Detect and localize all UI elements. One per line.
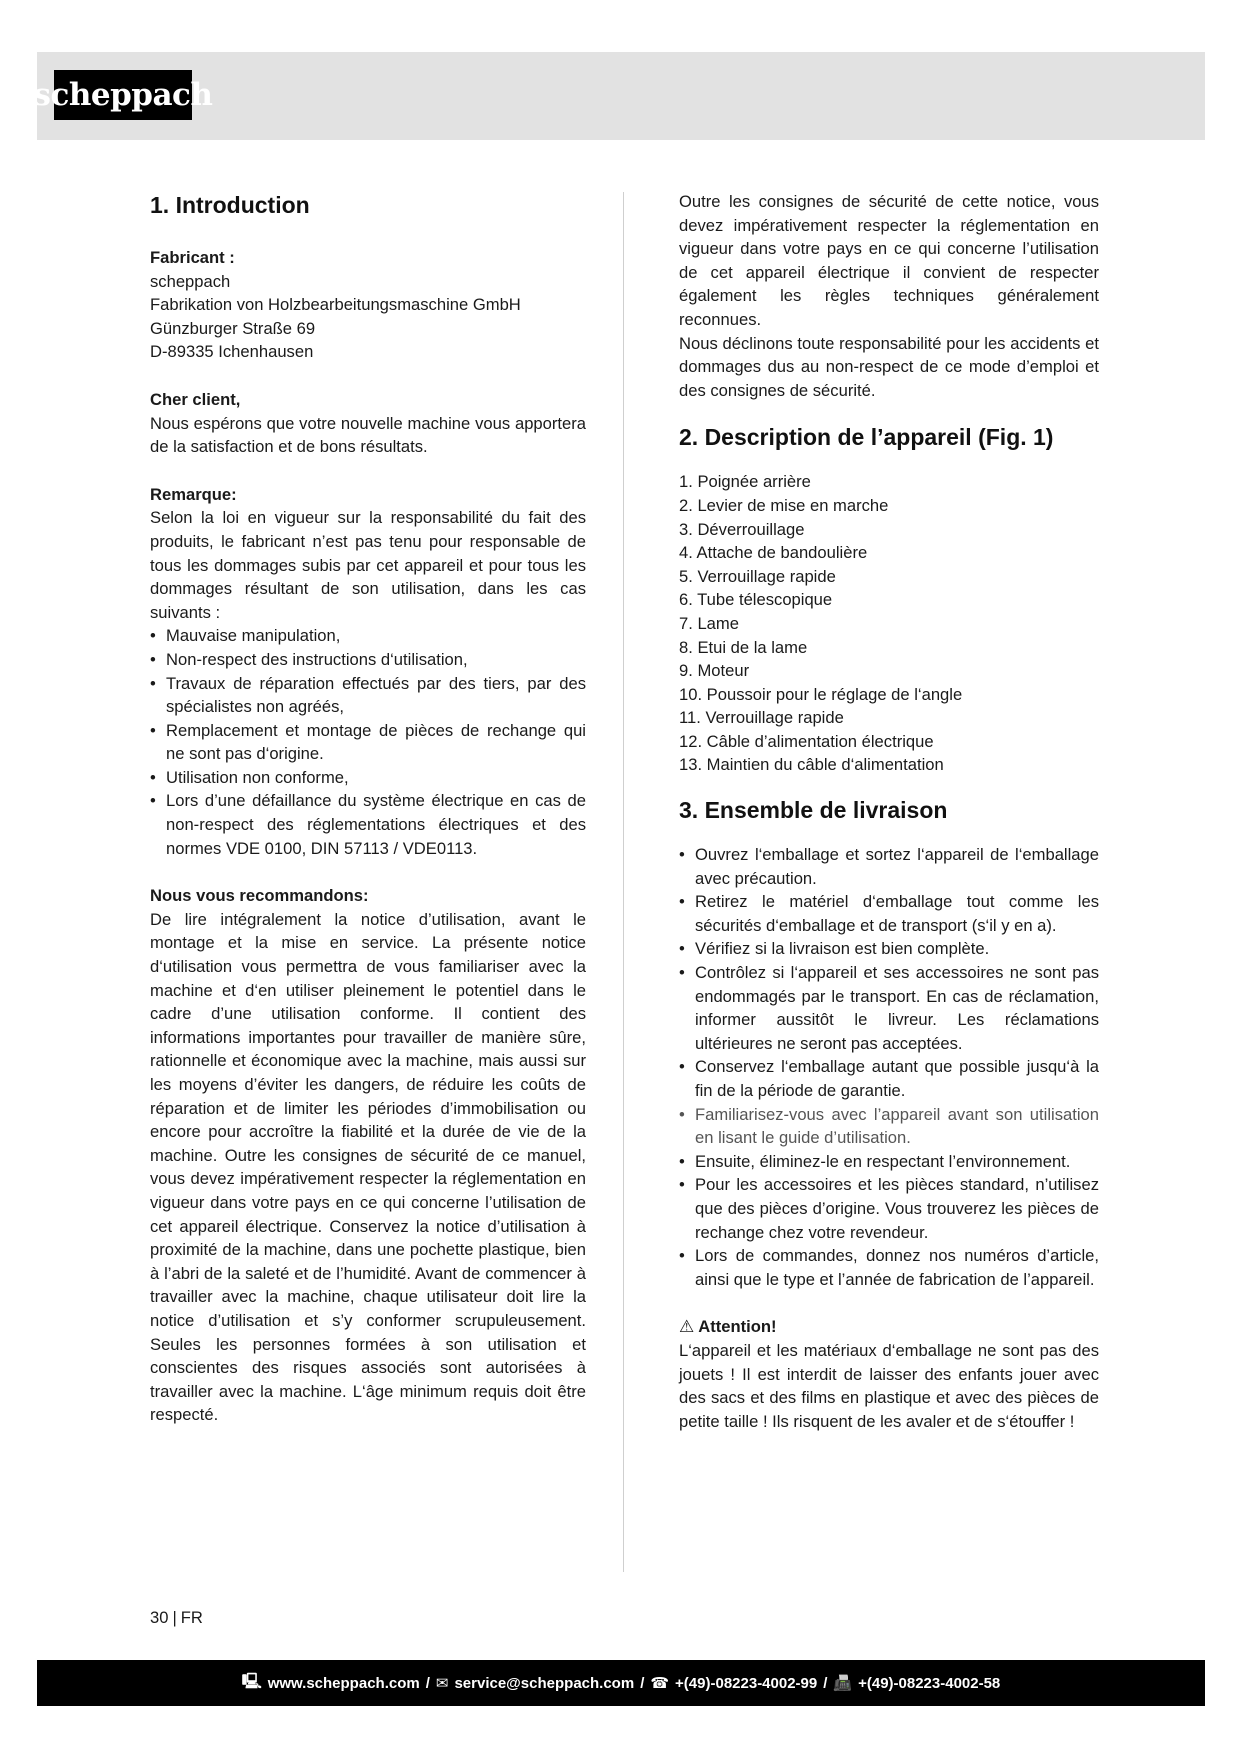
separator: /	[425, 1674, 430, 1692]
list-item: • Travaux de réparation effectués par des tiers, par des spécialistes non agréés,	[150, 672, 586, 719]
list-item: • Conservez l‘emballage autant que possible jusqu‘à la fin de la période de garantie.	[679, 1055, 1099, 1102]
address-line: D-89335 Ichenhausen	[150, 342, 314, 362]
page-number: 30 | FR	[150, 1608, 203, 1627]
attention-text: L‘appareil et les matériaux d‘emballage ne sont pas des jouets ! Il est interdit de laisser des enfants jouer avec des sacs et des films en plastique et avec des pièces de petite taille ! Ils risquent de les avaler et de s‘étouffer !	[679, 1340, 1099, 1431]
separator: /	[823, 1674, 828, 1692]
list-item: • Mauvaise manipulation,	[150, 624, 586, 648]
client-text: Nous espérons que votre nouvelle machine vous apportera de la satisfaction et de bons résultats.	[150, 413, 586, 457]
footer-contact-bar	[37, 1660, 1205, 1706]
warning-icon: ⚠	[679, 1317, 695, 1337]
website-link[interactable]: www.scheppach.com	[267, 1674, 420, 1692]
recommand-label: Nous vous recommandons:	[150, 886, 369, 906]
list-item: • Remplacement et montage de pièces de rechange qui ne sont pas d‘origine.	[150, 719, 586, 766]
client-label: Cher client,	[150, 389, 241, 409]
scheppach-logo: scheppach	[54, 70, 192, 120]
parts-item: 13. Maintien du câble d‘alimentation	[679, 755, 944, 775]
list-item: • Ouvrez l‘emballage et sortez l‘appareil de l‘emballage avec précaution.	[679, 843, 1099, 890]
phone-icon: ☎	[650, 1675, 670, 1692]
parts-item: 3. Déverrouillage	[679, 519, 805, 539]
list-item: • Vérifiez si la livraison est bien complète.	[679, 937, 1099, 961]
parts-item: 10. Poussoir pour le réglage de l‘angle	[679, 684, 963, 704]
remarque-label: Remarque:	[150, 484, 237, 504]
separator: /	[640, 1674, 645, 1692]
parts-item: 7. Lame	[679, 613, 739, 633]
intro-disclaimer: Nous déclinons toute responsabilité pour les accidents et dommages dus au non-respect de ce mode d’emploi et des consignes de sécurité.	[679, 333, 1099, 400]
livraison-list	[679, 843, 1099, 1291]
parts-item: 8. Etui de la lame	[679, 637, 808, 657]
parts-item: 1. Poignée arrière	[679, 472, 811, 492]
intro-continuation: Outre les consignes de sécurité de cette notice, vous devez impérativement respecter la réglementation en vigueur dans votre pays en ce qui concerne l’utilisation de cet appareil électrique il convient de respecter également les règles techniques généralement reconnues.	[679, 192, 1099, 329]
parts-item: 9. Moteur	[679, 661, 750, 681]
phone-number: +(49)-08223-4002-99	[675, 1674, 818, 1692]
fabricant-address	[150, 270, 586, 364]
list-item: • Non-respect des instructions d‘utilisation,	[150, 648, 586, 672]
computer-icon: 🖳	[241, 1672, 262, 1690]
list-item: • Familiarisez-vous avec l’appareil avant son utilisation en lisant le guide d’utilisation.	[679, 1103, 1099, 1150]
parts-item: 11. Verrouillage rapide	[679, 708, 844, 728]
column-divider	[623, 192, 624, 1572]
remarque-list	[150, 624, 586, 860]
parts-item: 12. Câble d’alimentation électrique	[679, 731, 934, 751]
left-column	[150, 190, 586, 1427]
attention-label: Attention!	[698, 1317, 777, 1337]
list-item: • Ensuite, éliminez-le en respectant l’environnement.	[679, 1150, 1099, 1174]
list-item: • Lors de commandes, donnez nos numéros d’article, ainsi que le type et l’année de fabrication de l’appareil.	[679, 1244, 1099, 1291]
right-column	[679, 190, 1099, 1433]
mail-icon: ✉	[435, 1675, 449, 1692]
list-item: • Lors d’une défaillance du système électrique en cas de non-respect des réglementations électriques et des normes VDE 0100, DIN 57113 / VDE0113.	[150, 789, 586, 860]
list-item: • Utilisation non conforme,	[150, 766, 586, 790]
email-link[interactable]: service@scheppach.com	[454, 1674, 635, 1692]
page-number-value: 30	[150, 1608, 169, 1627]
list-item: • Retirez le matériel d‘emballage tout comme les sécurités d‘emballage et de transport (s‘il y en a).	[679, 890, 1099, 937]
address-line: scheppach	[150, 271, 231, 291]
parts-item: 4. Attache de bandoulière	[679, 543, 868, 563]
list-item: • Pour les accessoires et les pièces standard, n’utilisez que des pièces d’origine. Vous trouverez les pièces de rechange chez votre revendeur.	[679, 1173, 1099, 1244]
fabricant-label: Fabricant :	[150, 248, 235, 267]
fax-number: +(49)-08223-4002-58	[858, 1674, 1001, 1692]
address-line: Fabrikation von Holzbearbeitungsmaschine GmbH	[150, 295, 521, 315]
attention-heading	[679, 1315, 1099, 1339]
fax-icon: 📠	[833, 1675, 853, 1692]
section-heading-description: 2. Description de l’appareil (Fig. 1)	[679, 424, 1054, 451]
parts-list	[679, 470, 1099, 777]
parts-item: 6. Tube télescopique	[679, 590, 833, 610]
list-item: • Contrôlez si l‘appareil et ses accessoires ne sont pas endommagés par le transport. En cas de réclamation, informer aussitôt le livreur. Les réclamations ultérieures ne seront pas acceptées.	[679, 961, 1099, 1055]
parts-item: 5. Verrouillage rapide	[679, 566, 836, 586]
section-heading-livraison: 3. Ensemble de livraison	[679, 797, 948, 824]
address-line: Günzburger Straße 69	[150, 318, 316, 338]
page-language: FR	[180, 1608, 203, 1627]
parts-item: 2. Levier de mise en marche	[679, 495, 889, 515]
section-heading-introduction: 1. Introduction	[150, 192, 310, 218]
recommand-text: De lire intégralement la notice d’utilisation, avant le montage et la mise en service. La présente notice d‘utilisation vous permettra de vous familiariser avec la machine et d‘en utiliser pleinement le potentiel dans le cadre d’une utilisation conforme. Il contient des informations importantes pour travailler de manière sûre, rationnelle et économique avec la machine, mais aussi sur les moyens d’éviter les dangers, de réduire les coûts de réparation et de limiter les périodes d’immobilisation ou encore pour accroître la fiabilité et la durée de vie de la machine. Outre les consignes de sécurité de ce manuel, vous devez impérativement respecter la réglementation en vigueur dans votre pays en ce qui concerne l’utilisation de cet appareil électrique. Conservez la notice d’utilisation à proximité de la machine, dans une pochette plastique, bien à l’abri de la saleté et de l’humidité. Avant de commencer à travailler avec la machine, chaque utilisateur doit lire la notice d’utilisation et s’y conformer scrupuleusement. Seules les personnes formées à son utilisation et conscientes des risques associés sont autorisées à travailler avec la machine. L‘âge minimum requis doit être respecté.	[150, 909, 586, 1425]
remarque-text: Selon la loi en vigueur sur la responsabilité du fait des produits, le fabricant n’est pas tenu pour responsable de tous les dommages subis par cet appareil et pour tous les dommages résultant de son utilisation, dans les cas suivants :	[150, 508, 586, 622]
